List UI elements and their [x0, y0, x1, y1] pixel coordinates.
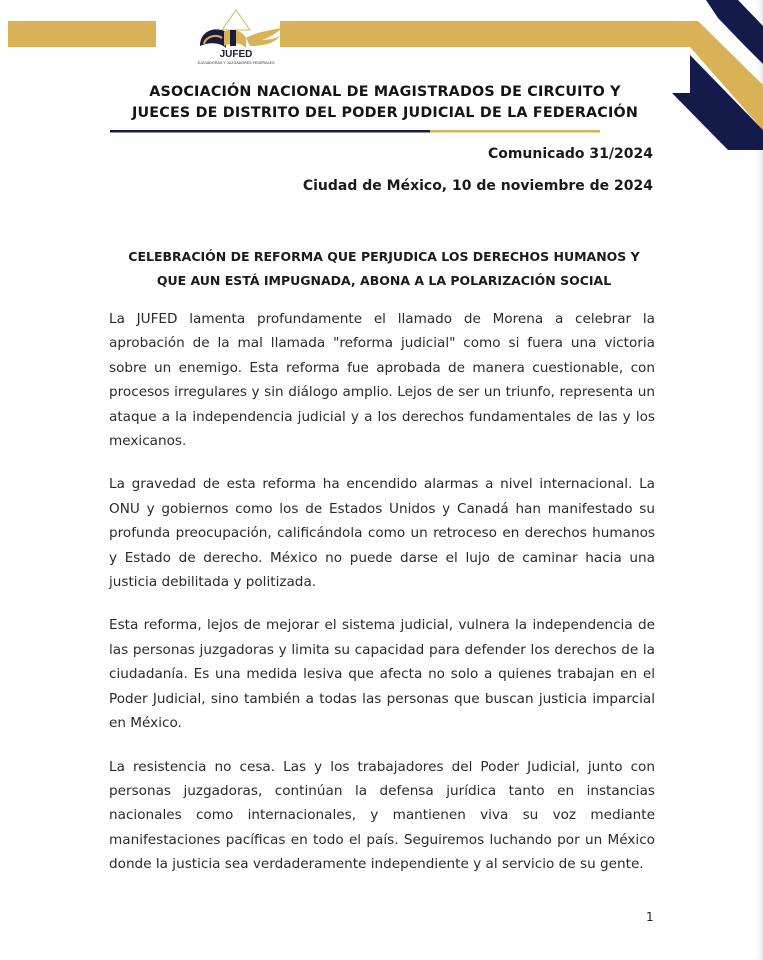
organization-name	[75, 82, 695, 124]
communique-number: Comunicado 31/2024	[487, 146, 653, 162]
headline	[96, 245, 672, 293]
headline-line1: CELEBRACIÓN DE REFORMA QUE PERJUDICA LOS DERECHOS HUMANOS Y	[128, 249, 640, 264]
logo-emblem	[186, 8, 286, 82]
paragraph: La JUFED lamenta profundamente el llamado de Morena a celebrar la aprobación de la mal llamada "reforma judicial" como si fuera una victoria sobre un enemigo. Esta reforma fue aprobada de manera cuestionable, con procesos irregulares y sin diálogo amplio. Lejos de ser un triunfo, representa un ataque a la independencia judicial y a los derechos fundamentales de las y los mexicanos.	[109, 311, 655, 450]
place-date: Ciudad de México, 10 de noviembre de 2024	[302, 178, 653, 194]
header-decoration	[0, 0, 763, 150]
paragraph: Esta reforma, lejos de mejorar el sistema judicial, vulnera la independencia de las personas juzgadoras y limita su capacidad para defender los derechos de la ciudadanía. Es una medida lesiva que afecta no solo a quienes trabajan en el Poder Judicial, sino también a todas las personas que buscan justicia imparcial en México.	[109, 617, 655, 732]
gold-band-left	[8, 21, 156, 47]
paragraph: La gravedad de esta reforma ha encendido alarmas a nivel internacional. La ONU y gobiernos como los de Estados Unidos y Canadá han manifestado su profunda preocupación, calificándola como un retroceso en derechos humanos y Estado de derecho. México no puede darse el lujo de caminar hacia una justicia debilitada y politizada.	[109, 476, 655, 591]
organization-name-line2: JUECES DE DISTRITO DEL PODER JUDICIAL DE LA FEDERACIÓN	[131, 105, 639, 121]
page-number: 1	[646, 910, 654, 924]
organization-name-line1: ASOCIACIÓN NACIONAL DE MAGISTRADOS DE CIRCUITO Y	[149, 84, 621, 100]
logo-subtext: JUZGADORAS Y JUZGADORES FEDERALES	[197, 61, 275, 65]
logo-text: JUFED	[219, 49, 253, 60]
body-text	[109, 307, 655, 896]
headline-line2: QUE AUN ESTÁ IMPUGNADA, ABONA A LA POLARIZACIÓN SOCIAL	[156, 273, 612, 288]
jufed-logo	[186, 8, 286, 82]
paragraph: La resistencia no cesa. Las y los trabajadores del Poder Judicial, junto con personas juzgadoras, continúan la defensa jurídica tanto en instancias nacionales como internacionales, y mantienen viva su voz mediante manifestaciones pacíficas en todo el país. Seguiremos luchando por un México donde la justicia sea verdaderamente independiente y al servicio de su gente.	[109, 758, 655, 873]
header-underline-gold	[430, 130, 600, 133]
header-underline-navy	[110, 130, 430, 133]
